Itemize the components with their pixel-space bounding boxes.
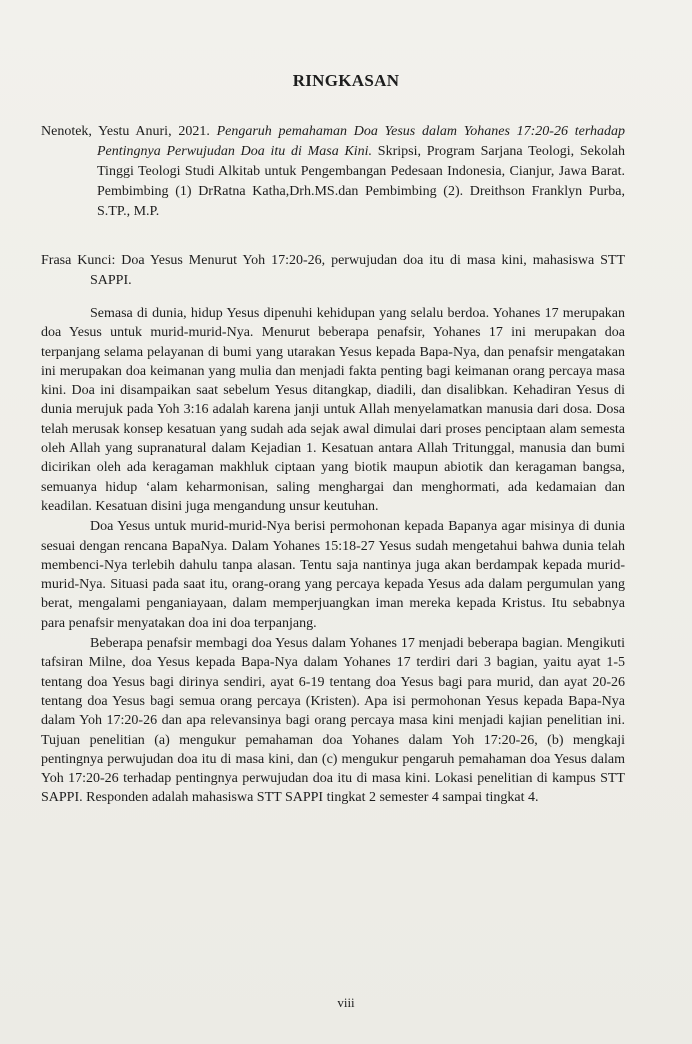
paragraph: Doa Yesus untuk murid-murid-Nya berisi permohonan kepada Bapanya agar misinya di dunia sesuai dengan rencana BapaNya. Dalam Yohanes 15:18-27 Yesus sudah mengetahui bahwa dunia telah membenci-Nya terlebih dahulu tanpa alasan. Tentu saja nantinya juga akan berdampak kepada murid-murid-Nya. Situasi pada saat itu, orang-orang yang percaya kepada Yesus ada dalam pergumulan yang berat, mengalami penganiayaan, dalam memperjuangkan iman mereka kepada Kristus. Itu sebabnya para penafsir menyatakan doa ini doa terpanjang. — [41, 519, 625, 631]
paragraph: Semasa di dunia, hidup Yesus dipenuhi kehidupan yang selalu berdoa. Yohanes 17 merupakan doa Yesus untuk murid-murid-Nya. Menurut beberapa penafsir, Yohanes 17 ini merupakan doa terpanjang selama pelayanan di bumi yang utarakan Yesus kepada Bapa-Nya, dan penafsir mengatakan ini merupakan doa keimanan yang mulia dan menjadi fakta penting bagi keimanan orang percaya masa kini. Doa ini disampaikan saat sebelum Yesus ditangkap, diadili, dan disalibkan. Kehadiran Yesus di dunia merujuk pada Yoh 3:16 adalah karena janji untuk Allah menyelamatkan manusia dari dosa. Dosa telah merusak konsep kesatuan yang sudah ada sejak awal dimulai dari proses penciptaan alam semesta oleh Allah yang supranatural dalam Kejadian 1. Kesatuan antara Allah Tritunggal, manusia dan bumi dicirikan oleh ada keragaman makhluk ciptaan yang biotik maupun abiotik dan keragaman bangsa, semuanya hidup ‘alam keharmonisan, saling menghargai dan menghormati, ada kedamaian dan keadilan. Kesatuan disini juga mengandung unsur keutuhan. — [41, 306, 625, 514]
summary-body — [41, 304, 625, 808]
keywords: Frasa Kunci: Doa Yesus Menurut Yoh 17:20-26, perwujudan doa itu di masa kini, mahasiswa STT SAPPI. — [41, 253, 625, 288]
citation-details: Skripsi, Program Sarjana Teologi, Sekolah Tinggi Teologi Studi Alkitab untuk Pengembangan Pedesaan Indonesia, Cianjur, Jawa Barat. Pembimbing (1) DrRatna Katha,Drh.MS.dan Pembimbing (2). Dreithson Franklyn Purba, S.TP., M.P. — [97, 144, 625, 219]
citation-title: Pengaruh pemahaman Doa Yesus dalam Yohanes 17:20-26 terhadap Pentingnya Perwujudan Doa itu di Masa Kini. — [97, 124, 626, 159]
citation-author-year: Nenotek, Yestu Anuri, 2021. — [41, 124, 210, 139]
citation — [41, 122, 625, 222]
page-number: viii — [337, 995, 355, 1010]
page-title: RINGKASAN — [292, 71, 400, 90]
paragraph: Beberapa penafsir membagi doa Yesus dalam Yohanes 17 menjadi beberapa bagian. Mengikuti tafsiran Milne, doa Yesus kepada Bapa-Nya dalam Yohanes 17 terdiri dari 3 bagian, yaitu ayat 1-5 tentang doa Yesus bagi dirinya sendiri, ayat 6-19 tentang doa Yesus bagi para murid, dan ayat 20-26 tentang doa Yesus bagi semua orang percaya (Kristen). Apa isi permohonan Yesus kepada Bapa-Nya dalam Yoh 17:20-26 dan apa relevansinya bagi orang percaya masa kini menjadi kajian penelitian ini. Tujuan penelitian (a) mengukur pemahaman doa Yohanes dalam Yoh 17:20-26, (b) mengkaji pentingnya perwujudan doa itu di masa kini, dan (c) mengukur pengaruh pemahaman doa Yesus dalam Yoh 17:20-26 terhadap pentingnya perwujudan doa itu di masa kini. Lokasi penelitian di kampus STT SAPPI. Responden adalah mahasiswa STT SAPPI tingkat 2 semester 4 sampai tingkat 4. — [41, 636, 625, 806]
